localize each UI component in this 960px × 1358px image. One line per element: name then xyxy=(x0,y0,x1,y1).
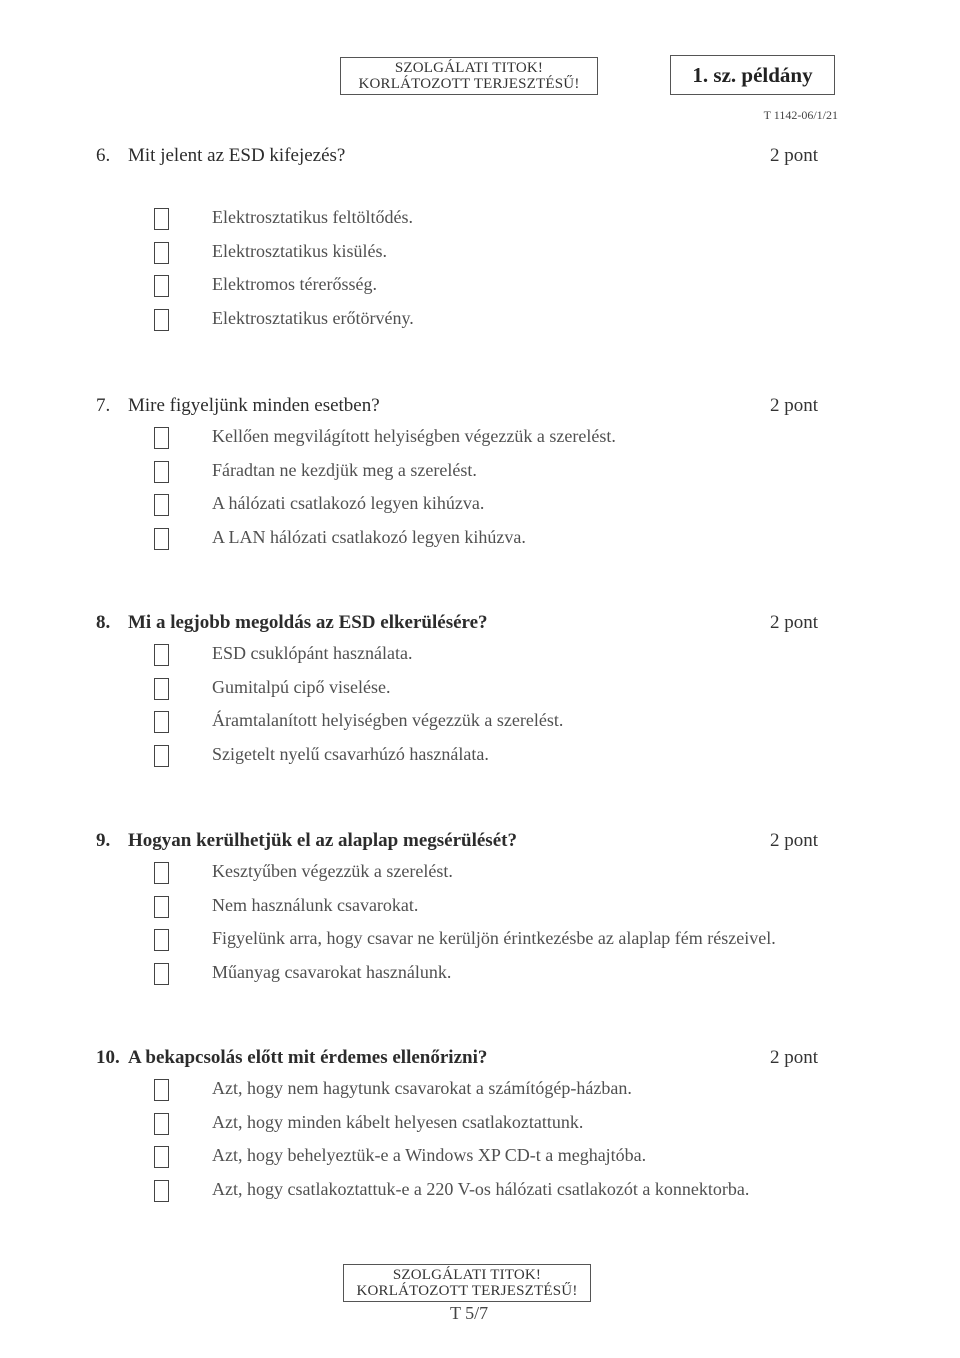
answer-option[interactable] xyxy=(96,272,818,306)
answer-option[interactable] xyxy=(96,1143,818,1177)
answer-label: ESD csuklópánt használata. xyxy=(212,643,413,663)
question-text: Mire figyeljünk minden esetben? xyxy=(128,395,380,416)
answer-option[interactable] xyxy=(96,1110,818,1144)
checkbox[interactable] xyxy=(154,896,169,918)
answer-option[interactable] xyxy=(96,491,818,525)
question-header xyxy=(96,1047,818,1073)
question-6 xyxy=(96,145,818,339)
classification-line-1: SZOLGÁLATI TITOK! xyxy=(394,60,544,76)
answer-label: Elektrosztatikus erőtörvény. xyxy=(212,307,414,328)
checkbox[interactable] xyxy=(154,745,169,767)
answer-option[interactable] xyxy=(96,458,818,492)
answer-label: A hálózati csatlakozó legyen kihúzva. xyxy=(212,493,485,513)
question-8 xyxy=(96,612,818,775)
question-header xyxy=(96,612,818,638)
checkbox[interactable] xyxy=(154,929,169,951)
answer-option[interactable] xyxy=(96,960,818,994)
answer-option[interactable] xyxy=(96,1076,818,1110)
checkbox[interactable] xyxy=(154,275,169,297)
answer-option[interactable] xyxy=(96,675,818,709)
checkbox[interactable] xyxy=(154,678,169,700)
answer-option[interactable] xyxy=(96,525,818,559)
answer-label: Kesztyűben végezzük a szerelést. xyxy=(212,861,453,881)
answer-options xyxy=(96,1076,818,1210)
answer-label: Kellően megvilágított helyiségben végezzük a szerelést. xyxy=(212,426,616,446)
checkbox[interactable] xyxy=(154,528,169,550)
question-points: 2 pont xyxy=(769,395,818,416)
checkbox[interactable] xyxy=(154,208,169,230)
question-points: 2 pont xyxy=(769,612,818,633)
checkbox[interactable] xyxy=(154,1180,169,1202)
answer-label: Fáradtan ne kezdjük meg a szerelést. xyxy=(212,459,477,480)
checkbox[interactable] xyxy=(154,427,169,449)
answer-option[interactable] xyxy=(96,205,818,239)
answer-label: Áramtalanított helyiségben végezzük a szerelést. xyxy=(212,710,564,730)
answer-option[interactable] xyxy=(96,641,818,675)
classification-box-bottom xyxy=(343,1264,591,1302)
answer-label: Műanyag csavarokat használunk. xyxy=(212,961,452,982)
question-text: Mi a legjobb megoldás az ESD elkerülésére? xyxy=(128,612,488,633)
answer-options xyxy=(96,205,818,339)
question-10 xyxy=(96,1047,818,1210)
question-header xyxy=(96,395,818,421)
question-points: 2 pont xyxy=(769,1047,818,1068)
answer-label: Elektromos térerősség. xyxy=(212,274,377,294)
checkbox[interactable] xyxy=(154,494,169,516)
question-9 xyxy=(96,830,818,993)
answer-options xyxy=(96,641,818,775)
page-number: T 5/7 xyxy=(450,1303,489,1323)
question-7 xyxy=(96,395,818,558)
classification-line-2: KORLÁTOZOTT TERJESZTÉSŰ! xyxy=(358,76,580,92)
checkbox[interactable] xyxy=(154,963,169,985)
question-number: 6. xyxy=(96,145,111,166)
answer-option[interactable] xyxy=(96,742,818,776)
answer-label: Elektrosztatikus feltöltődés. xyxy=(212,207,413,227)
classification-box-top xyxy=(340,57,598,95)
answer-label: Szigetelt nyelű csavarhúzó használata. xyxy=(212,743,489,764)
classification-line-2: KORLÁTOZOTT TERJESZTÉSŰ! xyxy=(356,1283,578,1299)
checkbox[interactable] xyxy=(154,1113,169,1135)
answer-option[interactable] xyxy=(96,859,818,893)
question-number: 10. xyxy=(96,1047,120,1068)
answer-label: Azt, hogy nem hagytunk csavarokat a számítógép-házban. xyxy=(212,1078,632,1098)
answer-option[interactable] xyxy=(96,239,818,273)
checkbox[interactable] xyxy=(154,1146,169,1168)
question-number: 7. xyxy=(96,395,111,416)
copy-number-box xyxy=(670,55,835,95)
checkbox[interactable] xyxy=(154,1079,169,1101)
answer-label: Azt, hogy csatlakoztattuk-e a 220 V-os hálózati csatlakozót a konnektorba. xyxy=(212,1178,750,1199)
document-code: T 1142-06/1/21 xyxy=(763,108,838,122)
answer-option[interactable] xyxy=(96,893,818,927)
answer-label: Figyelünk arra, hogy csavar ne kerüljön érintkezésbe az alaplap fém részeivel. xyxy=(212,928,776,948)
classification-line-1: SZOLGÁLATI TITOK! xyxy=(392,1267,542,1283)
question-header xyxy=(96,145,818,171)
question-text: Mit jelent az ESD kifejezés? xyxy=(128,145,346,166)
answer-options xyxy=(96,859,818,993)
answer-label: Nem használunk csavarokat. xyxy=(212,894,419,915)
checkbox[interactable] xyxy=(154,309,169,331)
question-text: Hogyan kerülhetjük el az alaplap megsérülését? xyxy=(128,830,517,851)
question-points: 2 pont xyxy=(769,830,818,851)
copy-number: 1. sz. xyxy=(692,63,737,87)
checkbox[interactable] xyxy=(154,711,169,733)
copy-word: példány xyxy=(741,63,813,87)
checkbox[interactable] xyxy=(154,242,169,264)
answer-label: Gumitalpú cipő viselése. xyxy=(212,676,391,697)
answer-option[interactable] xyxy=(96,306,818,340)
question-number: 9. xyxy=(96,830,111,851)
answer-label: A LAN hálózati csatlakozó legyen kihúzva. xyxy=(212,526,526,547)
question-header xyxy=(96,830,818,856)
answer-option[interactable] xyxy=(96,424,818,458)
checkbox[interactable] xyxy=(154,644,169,666)
answer-option[interactable] xyxy=(96,708,818,742)
answer-label: Azt, hogy minden kábelt helyesen csatlakoztattunk. xyxy=(212,1111,584,1132)
checkbox[interactable] xyxy=(154,461,169,483)
answer-options xyxy=(96,424,818,558)
answer-option[interactable] xyxy=(96,1177,818,1211)
answer-label: Elektrosztatikus kisülés. xyxy=(212,240,387,261)
question-number: 8. xyxy=(96,612,111,633)
answer-option[interactable] xyxy=(96,926,818,960)
question-points: 2 pont xyxy=(769,145,818,166)
question-text: A bekapcsolás előtt mit érdemes ellenőrizni? xyxy=(128,1047,488,1068)
answer-label: Azt, hogy behelyeztük-e a Windows XP CD-t a meghajtóba. xyxy=(212,1145,647,1165)
checkbox[interactable] xyxy=(154,862,169,884)
